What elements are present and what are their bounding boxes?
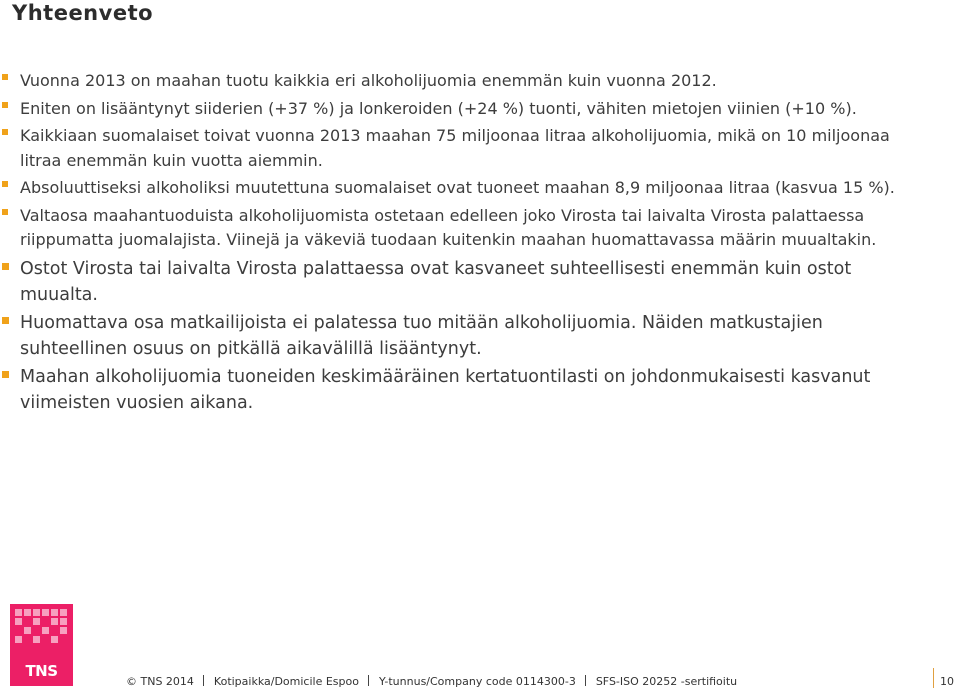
logo-pattern-icon — [13, 607, 70, 647]
bullet-item — [0, 69, 900, 94]
logo-text: TNS — [25, 662, 58, 680]
bullet-marker-icon — [2, 181, 8, 187]
bullet-marker-icon — [2, 129, 8, 135]
bullet-marker-icon — [2, 317, 9, 324]
bullet-item — [0, 204, 900, 253]
bullet-marker-icon — [2, 263, 9, 270]
bullet-text: Valtaosa maahantuoduista alkoholijuomista ostetaan edelleen joko Virosta tai laivalta Virosta palattaessa riippumatta juomalajista. Viinejä ja väkeviä tuodaan kuitenkin maahan huomattavassa määrin muualtakin. — [20, 205, 877, 249]
bullet-text: Maahan alkoholijuomia tuoneiden keskimääräinen kertatuontilasti on johdonmukaisesti kasvanut viimeisten vuosien aikana. — [20, 366, 871, 413]
bullet-item — [0, 176, 900, 201]
bullet-marker-icon — [2, 74, 8, 80]
bullet-item — [0, 256, 900, 308]
bullet-marker-icon — [2, 102, 8, 108]
bullet-list — [0, 69, 900, 418]
bullet-item — [0, 310, 900, 362]
page-number-divider — [933, 668, 934, 688]
page-number: 10 — [940, 675, 954, 688]
bullet-text: Absoluuttiseksi alkoholiksi muutettuna suomalaiset ovat tuoneet maahan 8,9 miljoonaa litraa (kasvua 15 %). — [20, 178, 895, 197]
footer-copyright: © TNS 2014 — [126, 675, 194, 688]
bullet-text: Vuonna 2013 on maahan tuotu kaikkia eri alkoholijuomia enemmän kuin vuonna 2012. — [20, 71, 717, 90]
bullet-text: Kaikkiaan suomalaiset toivat vuonna 2013 maahan 75 miljoonaa litraa alkoholijuomia, mikä on 10 miljoonaa litraa enemmän kuin vuotta aiemmin. — [20, 126, 890, 170]
bullet-text: Ostot Virosta tai laivalta Virosta palattaessa ovat kasvaneet suhteellisesti enemmän kuin ostot muualta. — [20, 258, 852, 305]
bullet-marker-icon — [2, 371, 9, 378]
footer-business-id: Y-tunnus/Company code 0114300-3 — [378, 675, 576, 688]
footer-separator — [203, 675, 204, 686]
footer-certification: SFS-ISO 20252 -sertifioitu — [595, 675, 738, 688]
tns-logo — [10, 604, 73, 686]
bullet-item — [0, 124, 900, 173]
footer-separator — [368, 675, 369, 686]
bullet-text: Huomattava osa matkailijoista ei palatessa tuo mitään alkoholijuomia. Näiden matkustajien suhteellinen osuus on pitkällä aikavälillä lisääntynyt. — [20, 312, 823, 359]
footer-separator — [585, 675, 586, 686]
bullet-item — [0, 97, 900, 122]
slide-title: Yhteenveto — [12, 1, 154, 25]
bullet-item — [0, 364, 900, 416]
bullet-text: Eniten on lisääntynyt siiderien (+37 %) ja lonkeroiden (+24 %) tuonti, vähiten mietojen viinien (+10 %). — [20, 98, 857, 118]
footer — [126, 675, 737, 688]
footer-address: Kotipaikka/Domicile Espoo — [213, 675, 359, 688]
bullet-marker-icon — [2, 209, 8, 215]
